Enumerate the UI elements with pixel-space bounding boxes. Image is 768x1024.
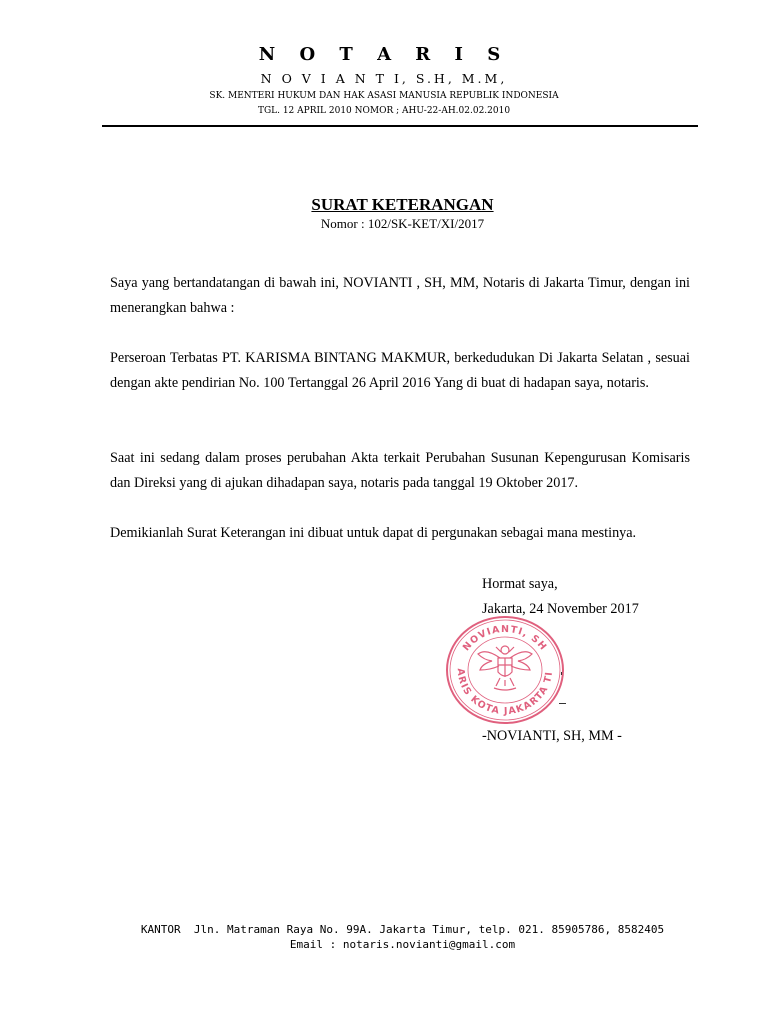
letterhead-date-line: TGL. 12 APRIL 2010 NOMOR ; AHU-22-AH.02.02.2010 [257,106,511,116]
letterhead [0,44,768,117]
body-paragraph: Perseroan Terbatas PT. KARISMA BINTANG MAKMUR, berkedudukan Di Jakarta Selatan , sesuai dengan akte pendirian No. 100 Tertanggal 26 April 2016 Yang di buat di hadapan saya, notaris. [110,350,690,391]
notary-stamp [444,614,566,726]
closing-salutation: Hormat saya, [482,576,558,592]
signature-line [559,703,566,704]
letterhead-divider [102,125,698,127]
footer-office-address: KANTOR Jln. Matraman Raya No. 99A. Jakarta Timur, telp. 021. 85905786, 8582405 [140,923,665,936]
garuda-emblem-icon [478,646,532,690]
stamp-top-text: NOVIANTI, SH [460,623,550,654]
document-title: SURAT KETERANGAN [311,195,494,214]
letterhead-name: N O V I A N T I, S.H, M.M, [260,71,508,86]
document-number: Nomor : 102/SK-KET/XI/2017 [320,216,485,231]
body-paragraph: Saat ini sedang dalam proses perubahan Akta terkait Perubahan Susunan Kepengurusan Komisaris dan Direksi yang di ajukan dihadapan saya, notaris pada tanggal 19 Oktober 2017. [110,450,690,491]
letterhead-sk-line: SK. MENTERI HUKUM DAN HAK ASASI MANUSIA REPUBLIK INDONESIA [209,91,559,101]
closing-place-date: Jakarta, 24 November 2017 [482,601,639,617]
body-paragraph: Demikianlah Surat Keterangan ini dibuat untuk dapat di pergunakan sebagai mana mestinya. [110,525,637,541]
footer [0,922,768,952]
body-paragraph: Saya yang bertandatangan di bawah ini, NOVIANTI , SH, MM, Notaris di Jakarta Timur, dengan ini menerangkan bahwa : [110,275,690,316]
signature-mark [561,672,562,675]
stamp-bottom-text: ARIS KOTA JAKARTA TI [454,668,556,718]
footer-email: Email : notaris.novianti@gmail.com [289,938,516,951]
signer-name: -NOVIANTI, SH, MM - [482,728,622,744]
letterhead-title: N O T A R I S [258,44,510,65]
